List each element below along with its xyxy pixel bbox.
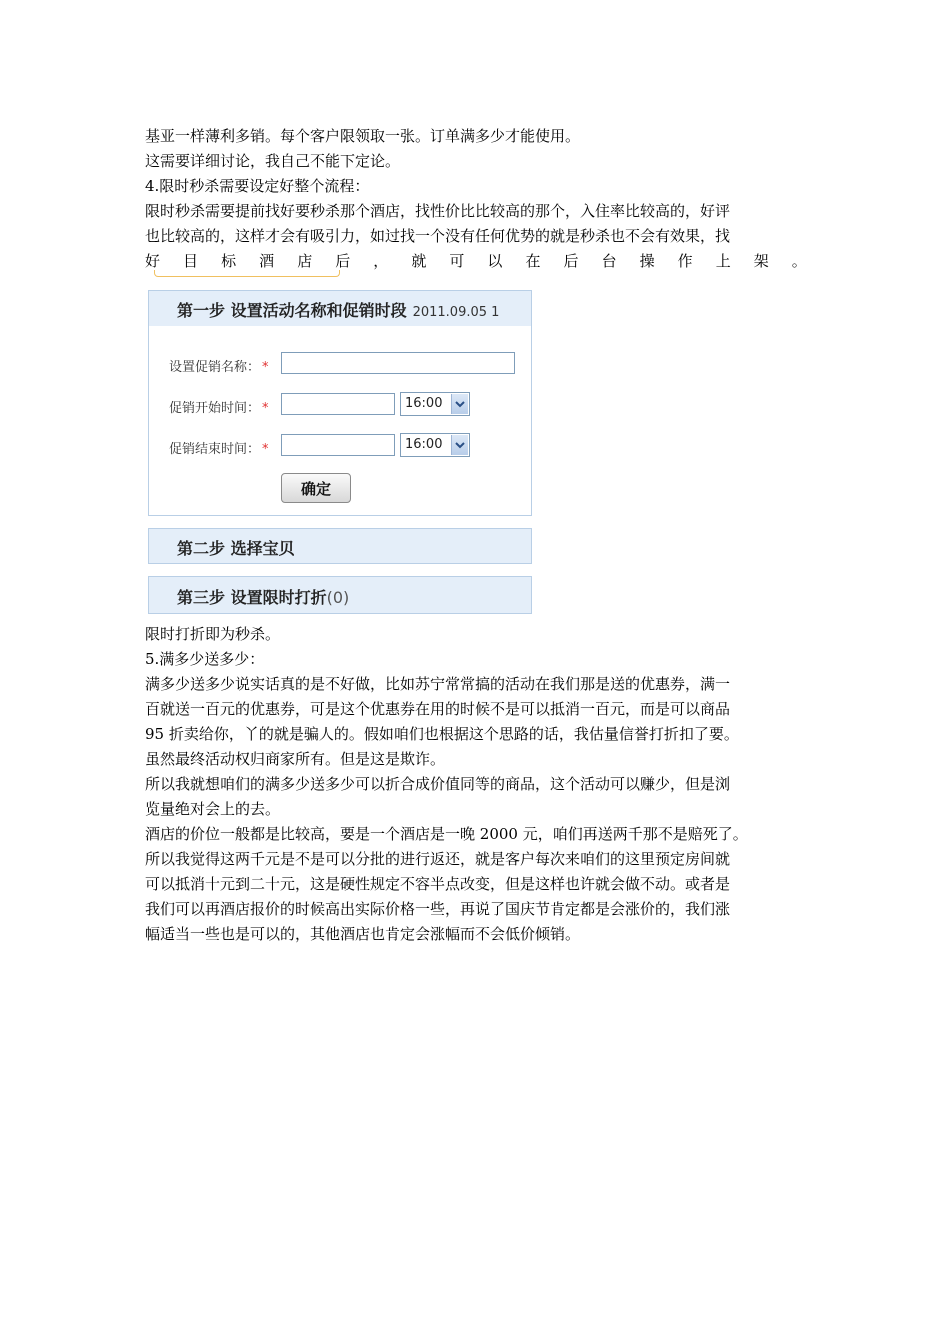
top-text-block bbox=[145, 124, 807, 274]
start-time-label: 促销开始时间： bbox=[169, 401, 261, 416]
step1-title: 第一步 设置活动名称和促销时段 bbox=[177, 301, 407, 320]
step3-header[interactable] bbox=[148, 576, 532, 614]
text-line: 满多少送多少说实话真的是不好做，比如苏宁常常搞的活动在我们那是送的优惠券，满一 bbox=[145, 675, 731, 693]
required-mark: * bbox=[262, 442, 269, 457]
chevron-down-icon[interactable] bbox=[451, 394, 468, 414]
step3-count: (0) bbox=[326, 588, 350, 607]
start-date-input[interactable] bbox=[281, 393, 395, 415]
end-time-select[interactable] bbox=[400, 433, 470, 457]
text-line: 百就送一百元的优惠券，可是这个优惠券在用的时候不是可以抵消一百元，而是可以商品 bbox=[145, 700, 731, 718]
confirm-button[interactable]: 确定 bbox=[281, 473, 351, 503]
section-heading-4: 4.限时秒杀需要设定好整个流程： bbox=[145, 177, 370, 195]
end-date-input[interactable] bbox=[281, 434, 395, 456]
highlight-underline bbox=[154, 270, 340, 277]
text-line: 基亚一样薄利多销。每个客户限领取一张。订单满多少才能使用。 bbox=[145, 127, 581, 145]
step1-date: 2011.09.05 1 bbox=[412, 305, 500, 320]
step3-title: 第三步 设置限时打折 bbox=[177, 588, 327, 607]
step2-header[interactable] bbox=[148, 528, 532, 564]
start-time-value: 16:00 bbox=[405, 396, 443, 411]
end-time-value: 16:00 bbox=[405, 437, 443, 452]
required-mark: * bbox=[262, 360, 269, 375]
text-line: 95 折卖给你，丫的就是骗人的。假如咱们也根据这个思路的话，我估量信誉打折扣了要。 bbox=[145, 725, 739, 743]
promo-name-input[interactable] bbox=[281, 352, 515, 374]
end-time-label: 促销结束时间： bbox=[169, 442, 261, 457]
chevron-down-icon[interactable] bbox=[451, 435, 468, 455]
text-line: 我们可以再酒店报价的时候高出实际价格一些，再说了国庆节肯定都是会涨价的，我们涨 bbox=[145, 900, 731, 918]
promo-setup-panel bbox=[148, 290, 532, 614]
step1-header[interactable] bbox=[148, 290, 532, 327]
section-heading-5: 5.满多少送多少： bbox=[145, 650, 265, 668]
promo-name-label: 设置促销名称： bbox=[169, 360, 261, 375]
text-line: 览量绝对会上的去。 bbox=[145, 800, 281, 818]
text-line: 所以我就想咱们的满多少送多少可以折合成价值同等的商品，这个活动可以赚少，但是浏 bbox=[145, 775, 731, 793]
text-line: 限时打折即为秒杀。 bbox=[145, 625, 281, 643]
bottom-text-block bbox=[145, 622, 807, 947]
text-line: 所以我觉得这两千元是不是可以分批的进行返还，就是客户每次来咱们的这里预定房间就 bbox=[145, 850, 731, 868]
text-line: 也比较高的，这样才会有吸引力，如过找一个没有任何优势的就是秒杀也不会有效果，找 bbox=[145, 227, 731, 245]
justified-line: 好 目 标 酒 店 后 ， 就 可 以 在 后 台 操 作 上 架 。 bbox=[145, 252, 807, 270]
text-line: 可以抵消十元到二十元，这是硬性规定不容半点改变，但是这样也许就会做不动。或者是 bbox=[145, 875, 731, 893]
text-line: 酒店的价位一般都是比较高，要是一个酒店是一晚 2000 元，咱们再送两千那不是赔死了。 bbox=[145, 825, 748, 843]
text-line: 虽然最终活动权归商家所有。但是这是欺诈。 bbox=[145, 750, 446, 768]
text-line: 限时秒杀需要提前找好要秒杀那个酒店，找性价比比较高的那个，入住率比较高的，好评 bbox=[145, 202, 731, 220]
start-time-select[interactable] bbox=[400, 392, 470, 416]
step2-title: 第二步 选择宝贝 bbox=[177, 539, 295, 558]
text-line: 幅适当一些也是可以的，其他酒店也肯定会涨幅而不会低价倾销。 bbox=[145, 925, 581, 943]
required-mark: * bbox=[262, 401, 269, 416]
text-line: 这需要详细讨论，我自己不能下定论。 bbox=[145, 152, 401, 170]
